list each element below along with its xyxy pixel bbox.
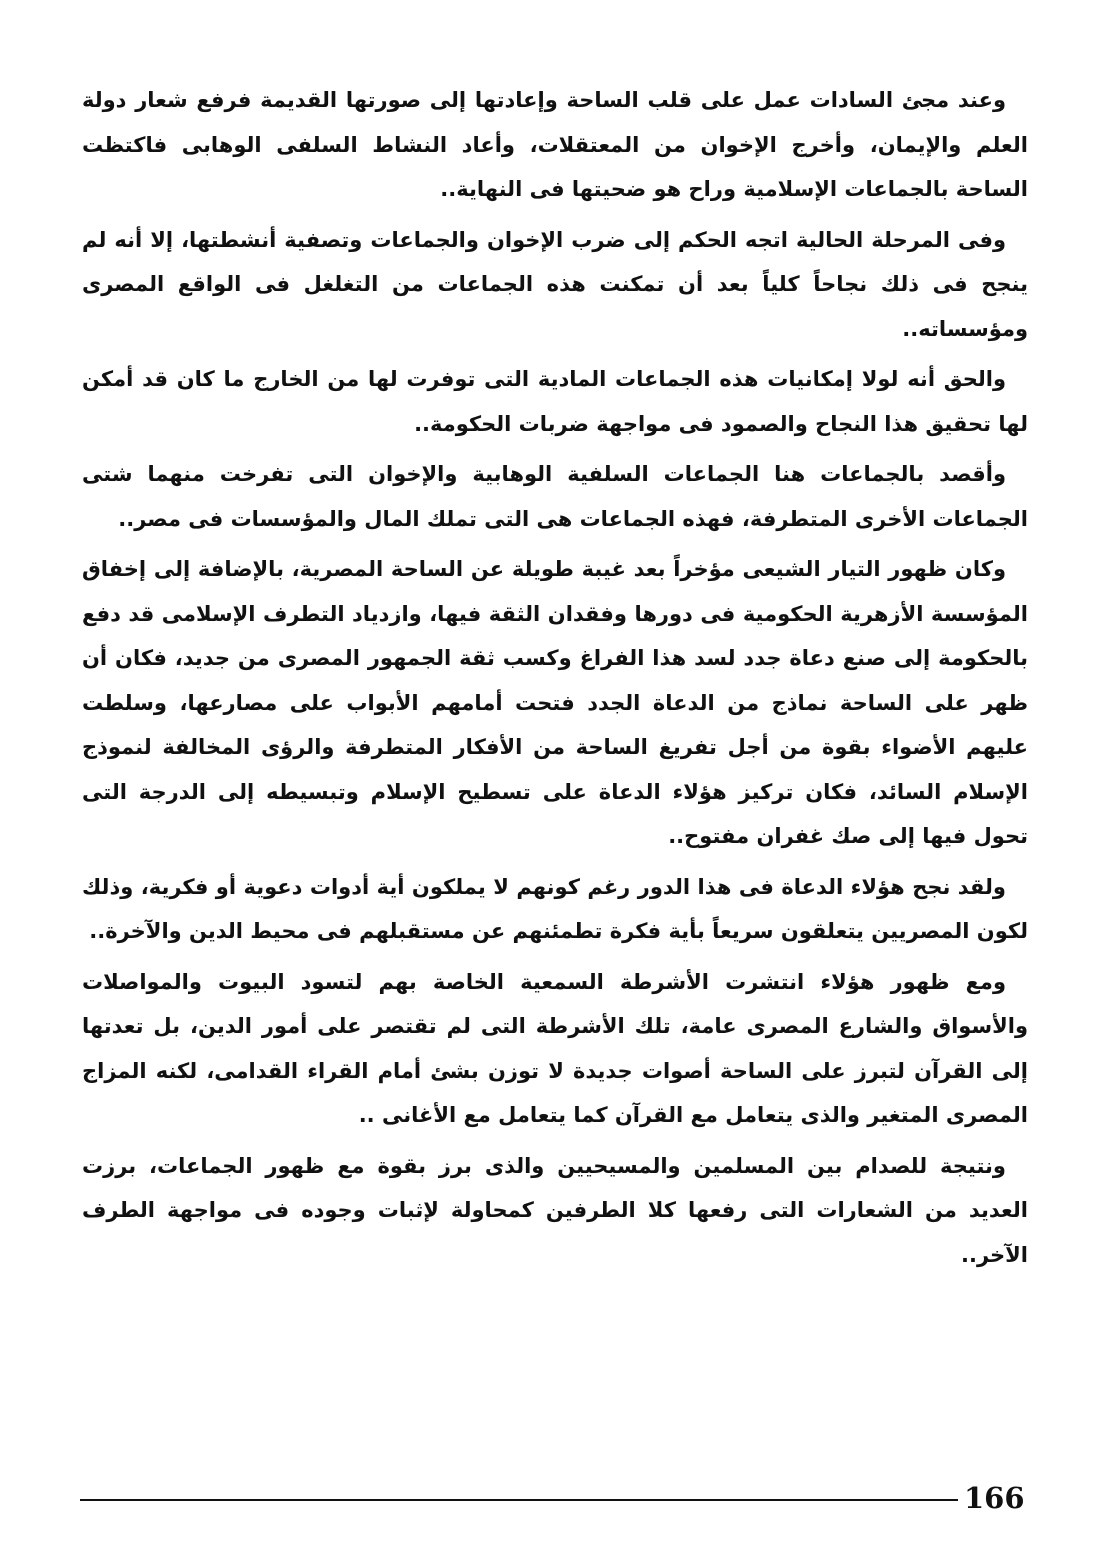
- paragraph-2: وفى المرحلة الحالية اتجه الحكم إلى ضرب الإخوان والجماعات وتصفية أنشطتها، إلا أنه لم ينجح فى ذلك نجاحاً كلياً بعد أن تمكنت هذه الجماعات من التغلغل فى الواقع المصرى ومؤسساته..: [82, 227, 1028, 341]
- paragraph-4: وأقصد بالجماعات هنا الجماعات السلفية الوهابية والإخوان التى تفرخت منهما شتى الجماعات الأخرى المتطرفة، فهذه الجماعات هى التى تملك المال والمؤسسات فى مصر..: [82, 462, 1028, 531]
- paragraph-7: ومع ظهور هؤلاء انتشرت الأشرطة السمعية الخاصة بهم لتسود البيوت والمواصلات والأسواق والشارع المصرى عامة، تلك الأشرطة التى لم تقتصر على أمور الدين، بل تعدتها إلى القرآن لتبرز على الساحة أصوات جديدة لا توزن بشئ أمام القراء القدامى، لكنه المزاج المصرى المتغير والذى يتعامل مع القرآن كما يتعامل مع الأغانى ..: [82, 969, 1028, 1127]
- paragraph-3: والحق أنه لولا إمكانيات هذه الجماعات المادية التى توفرت لها من الخارج ما كان قد أمكن لها تحقيق هذا النجاح والصمود فى مواجهة ضربات الحكومة..: [82, 367, 1028, 436]
- body-text: [82, 78, 1028, 1283]
- page-number: 166: [964, 1481, 1025, 1515]
- paragraph-8: ونتيجة للصدام بين المسلمين والمسيحيين والذى برز بقوة مع ظهور الجماعات، برزت العديد من الشعارات التى رفعها كلا الطرفين كمحاولة لإثبات وجوده فى مواجهة الطرف الآخر..: [82, 1153, 1028, 1267]
- footer-rule: [80, 1499, 958, 1501]
- paragraph-6: ولقد نجح هؤلاء الدعاة فى هذا الدور رغم كونهم لا يملكون أية أدوات دعوية أو فكرية، وذلك لكون المصريين يتعلقون سريعاً بأية فكرة تطمئنهم عن مستقبلهم فى محيط الدين والآخرة..: [82, 874, 1028, 943]
- page-footer: [80, 1478, 1030, 1518]
- paragraph-5: وكان ظهور التيار الشيعى مؤخراً بعد غيبة طويلة عن الساحة المصرية، بالإضافة إلى إخفاق المؤسسة الأزهرية الحكومية فى دورها وفقدان الثقة فيها، وازدياد التطرف الإسلامى قد دفع بالحكومة إلى صنع دعاة جدد لسد هذا الفراغ وكسب ثقة الجمهور المصرى من جديد، فكان أن ظهر على الساحة نماذج من الدعاة الجدد فتحت أمامهم الأبواب على مصارعها، وسلطت عليهم الأضواء بقوة من أجل تفريغ الساحة من الأفكار المتطرفة والرؤى المخالفة لنموذج الإسلام السائد، فكان تركيز هؤلاء الدعاة على تسطيح الإسلام وتبسيطه إلى الدرجة التى تحول فيها إلى صك غفران مفتوح..: [82, 557, 1028, 848]
- paragraph-1: وعند مجئ السادات عمل على قلب الساحة وإعادتها إلى صورتها القديمة فرفع شعار دولة العلم والإيمان، وأخرج الإخوان من المعتقلات، وأعاد النشاط السلفى الوهابى فاكتظت الساحة بالجماعات الإسلامية وراح هو ضحيتها فى النهاية..: [82, 88, 1028, 201]
